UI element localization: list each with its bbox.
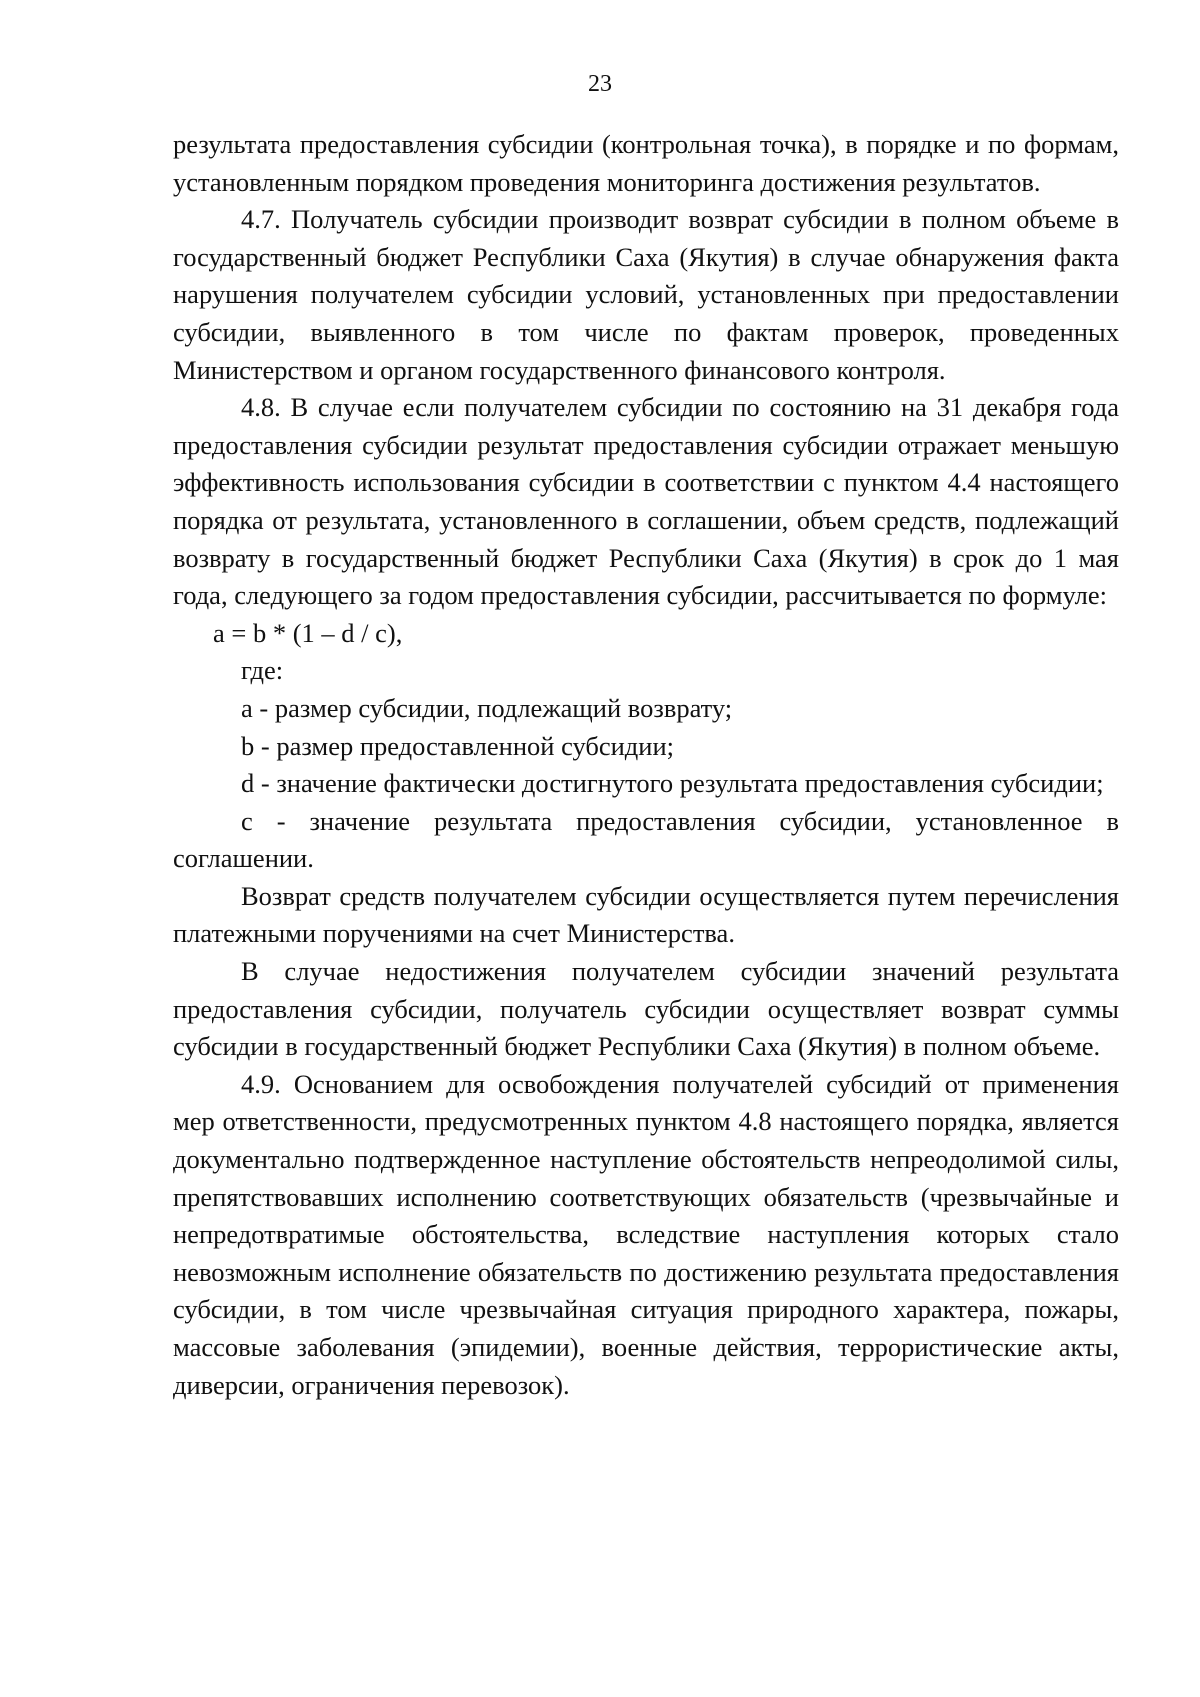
paragraph-4-9: 4.9. Основанием для освобождения получателей субсидий от применения мер ответственности, предусмотренных пунктом 4.8 настоящего порядка, является документально подтвержденное наступление обстоятельств непреодолимой силы, препятствовавших исполнению соответствующих обязательств (чрезвычайные и непредотвратимые обстоятельства, вследствие наступления которых стало невозможным исполнение обязательств по достижению результата предоставления субсидии, в том числе чрезвычайная ситуация природного характера, пожары, массовые заболевания (эпидемии), военные действия, террористические акты, диверсии, ограничения перевозок). [173, 1068, 1119, 1400]
paragraph-return-method: Возврат средств получателем субсидии осуществляется путем перечисления платежными поручениями на счет Министерства. [173, 880, 1119, 949]
paragraph-4-8: 4.8. В случае если получателем субсидии по состоянию на 31 декабря года предоставления субсидии результат предоставления субсидии отражает меньшую эффективность использования субсидии в соответствии с пунктом 4.4 настоящего порядка от результата, установленного в соглашении, объем средств, подлежащий возврату в государственный бюджет Республики Саха (Якутия) в срок до 1 мая года, следующего за годом предоставления субсидии, рассчитывается по формуле: [173, 392, 1119, 611]
definition-d: d - значение фактически достигнутого результата предоставления субсидии; [241, 768, 1104, 799]
formula-where: где: [241, 655, 284, 686]
document-body [173, 126, 1119, 1404]
paragraph-non-achievement: В случае недостижения получателем субсидии значений результата предоставления субсидии, получатель субсидии осуществляет возврат суммы субсидии в государственный бюджет Республики Саха (Якутия) в полном объеме. [173, 956, 1119, 1062]
definition-a: a - размер субсидии, подлежащий возврату; [241, 692, 733, 723]
page-number: 23 [588, 71, 612, 97]
formula: a = b * (1 – d / c), [213, 617, 403, 648]
paragraph-continuation: результата предоставления субсидии (контрольная точка), в порядке и по формам, установленным порядком проведения мониторинга достижения результатов. [173, 129, 1119, 197]
definition-b: b - размер предоставленной субсидии; [241, 730, 675, 761]
paragraph-4-7: 4.7. Получатель субсидии производит возврат субсидии в полном объеме в государственный бюджет Республики Саха (Якутия) в случае обнаружения факта нарушения получателем субсидии условий, установленных при предоставлении субсидии, выявленного в том числе по фактам проверок, проведенных Министерством и органом государственного финансового контроля. [173, 204, 1119, 385]
definition-c: c - значение результата предоставления субсидии, установленное в соглашении. [173, 805, 1119, 874]
